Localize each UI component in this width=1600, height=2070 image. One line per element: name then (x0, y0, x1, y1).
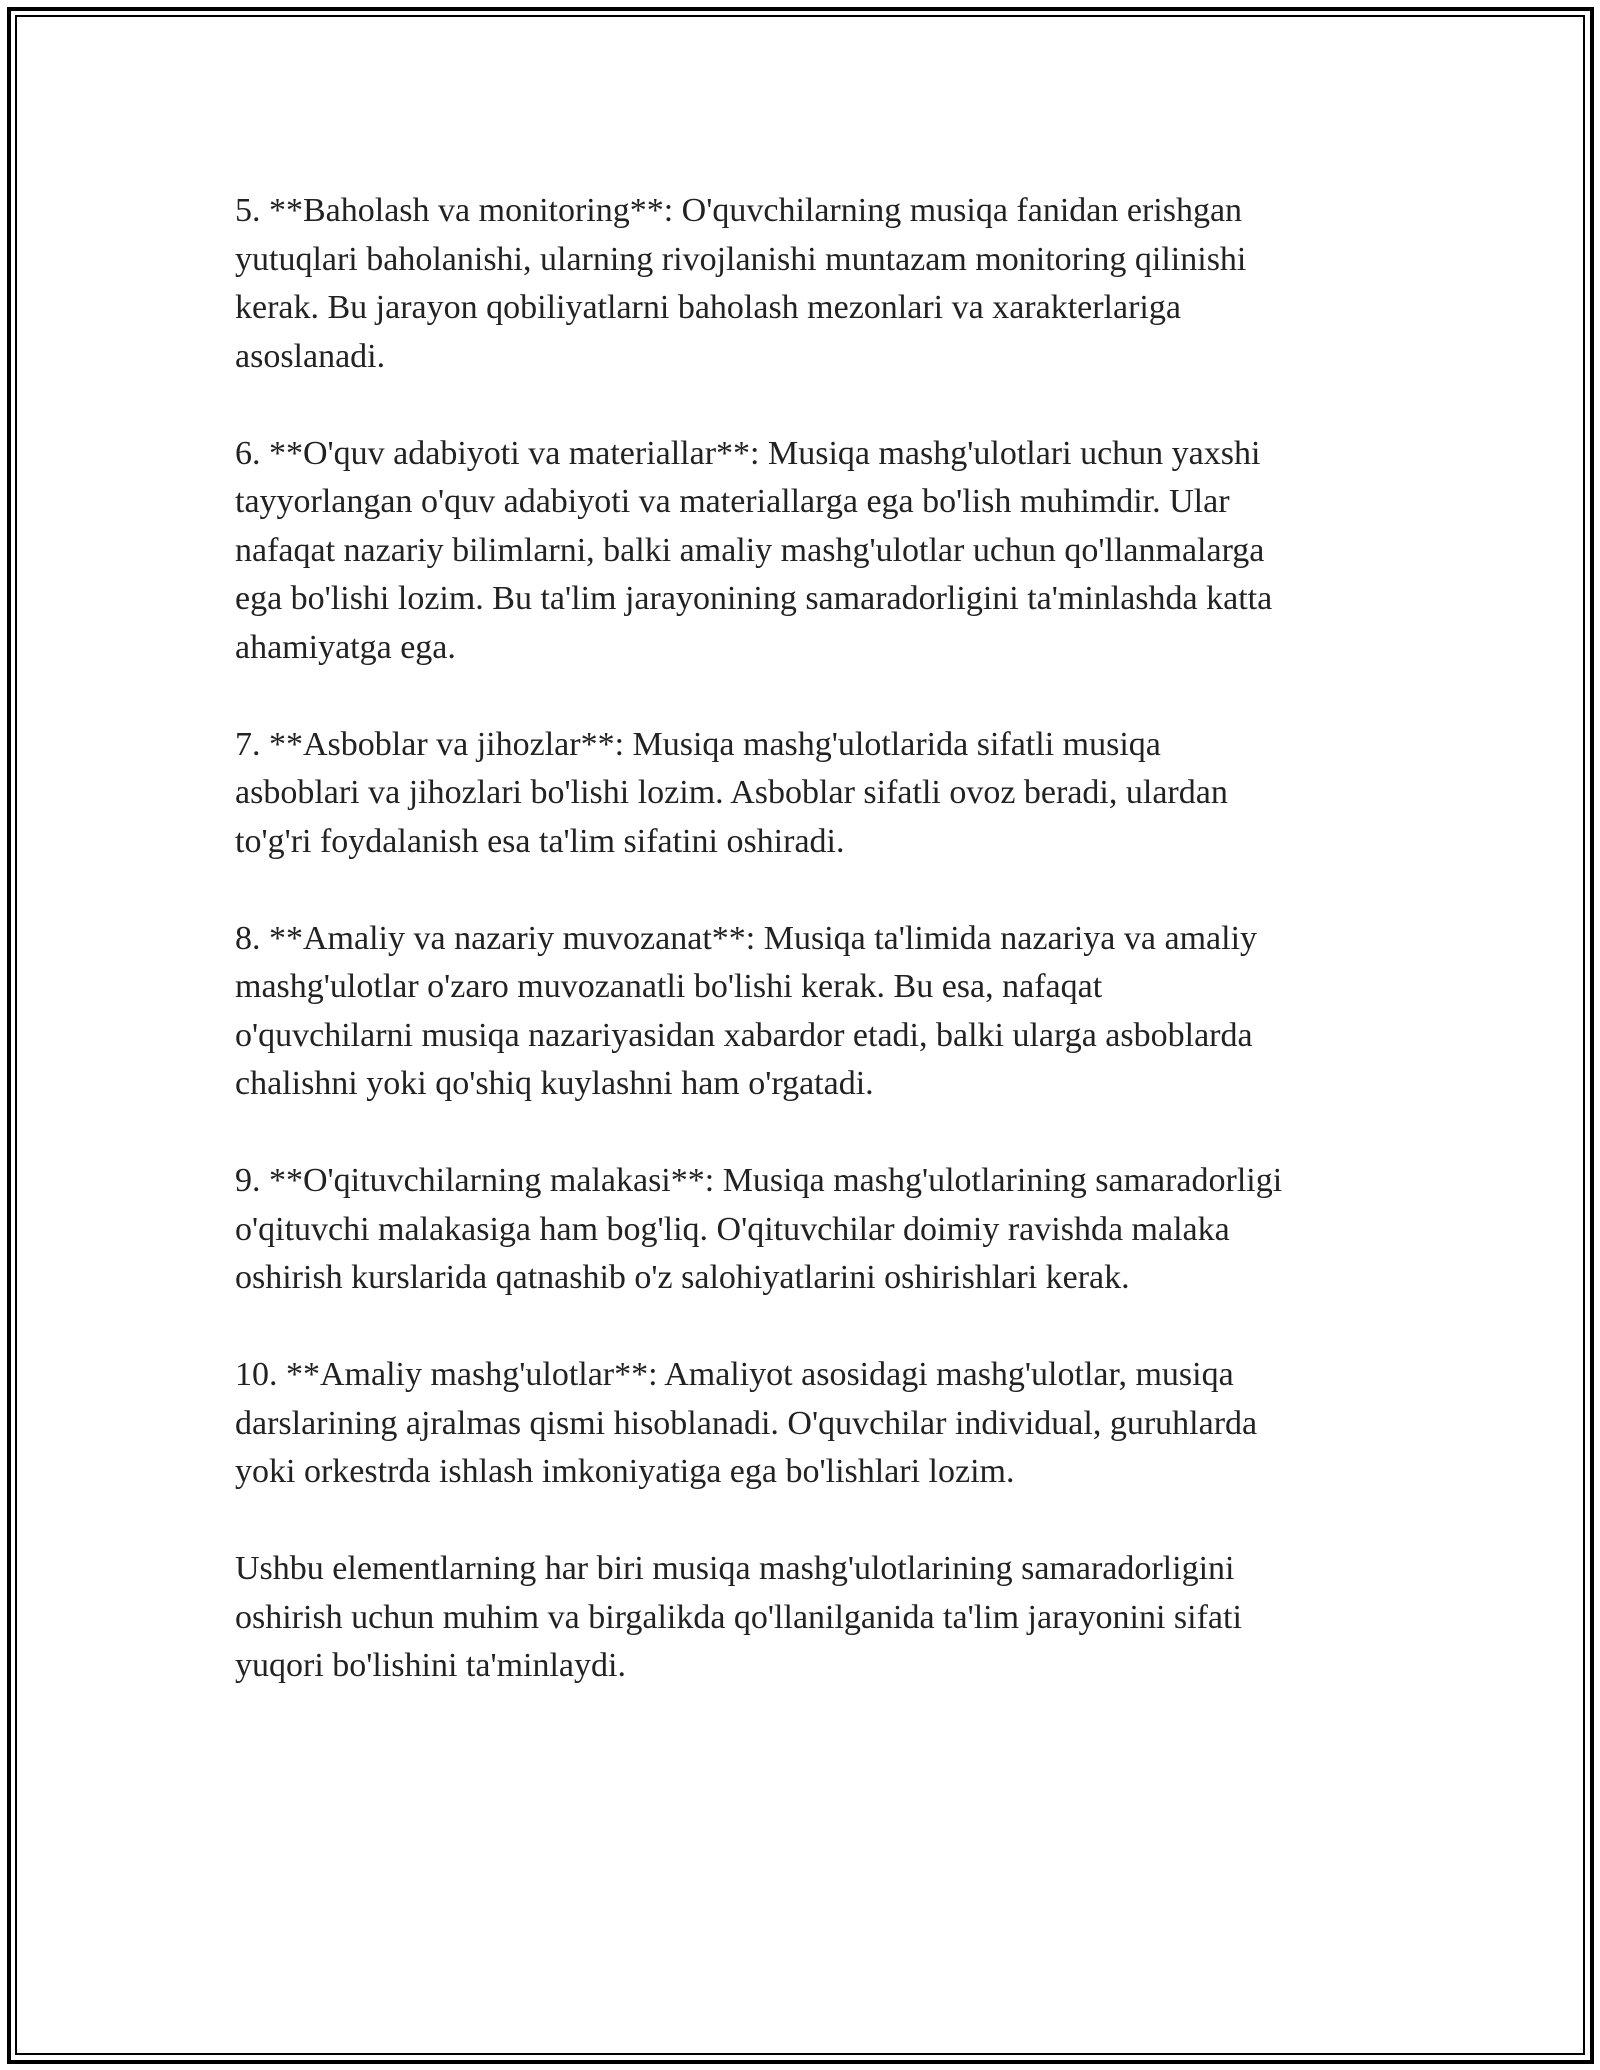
paragraph-item-7: 7. **Asboblar va jihozlar**: Musiqa mashg'ulotlarida sifatli musiqa asboblari va jihozlari bo'lishi lozim. Asboblar sifatli ovoz beradi, ulardan to'g'ri foydalanish esa ta'lim sifatini oshiradi. (235, 725, 1228, 860)
paragraph-conclusion: Ushbu elementlarning har biri musiqa mashg'ulotlarining samaradorligini oshirish uchun muhim va birgalikda qo'llanilganida ta'lim jarayonini sifati yuqori bo'lishini ta'minlaydi. (235, 1550, 1242, 1684)
paragraph-item-9: 9. **O'qituvchilarning malakasi**: Musiqa mashg'ulotlarining samaradorligi o'qituvchi malakasiga ham bog'liq. O'qituvchilar doimiy ravishda malaka oshirish kurslarida qatnashib o'z salohiyatlarini oshirishlari kerak. (235, 1162, 1283, 1296)
paragraph-item-6: 6. **O'quv adabiyoti va materiallar**: Musiqa mashg'ulotlari uchun yaxshi tayyorlangan o'quv adabiyoti va materiallarga ega bo'lish muhimdir. Ular nafaqat nazariy bilimlarni, balki amaliy mashg'ulotlar uchun qo'llanmalarga ega bo'lishi lozim. Bu ta'lim jarayonining samaradorligini ta'minlashda katta ahamiyatga ega. (235, 434, 1273, 666)
document-body (235, 187, 1395, 1739)
paragraph-item-10: 10. **Amaliy mashg'ulotlar**: Amaliyot asosidagi mashg'ulotlar, musiqa darslarining ajralmas qismi hisoblanadi. O'quvchilar individual, guruhlarda yoki orkestrda ishlash imkoniyatiga ega bo'lishlari lozim. (235, 1356, 1258, 1490)
paragraph-item-5: 5. **Baholash va monitoring**: O'quvchilarning musiqa fanidan erishgan yutuqlari baholanishi, ularning rivojlanishi muntazam monitoring qilinishi kerak. Bu jarayon qobiliyatlarni baholash mezonlari va xarakterlariga asoslanadi. (235, 192, 1247, 375)
paragraph-item-8: 8. **Amaliy va nazariy muvozanat**: Musiqa ta'limida nazariya va amaliy mashg'ulotlar o'zaro muvozanatli bo'lishi kerak. Bu esa, nafaqat o'quvchilarni musiqa nazariyasidan xabardor etadi, balki ularga asboblarda chalishni yoki qo'shiq kuylashni ham o'rgatadi. (235, 919, 1258, 1102)
